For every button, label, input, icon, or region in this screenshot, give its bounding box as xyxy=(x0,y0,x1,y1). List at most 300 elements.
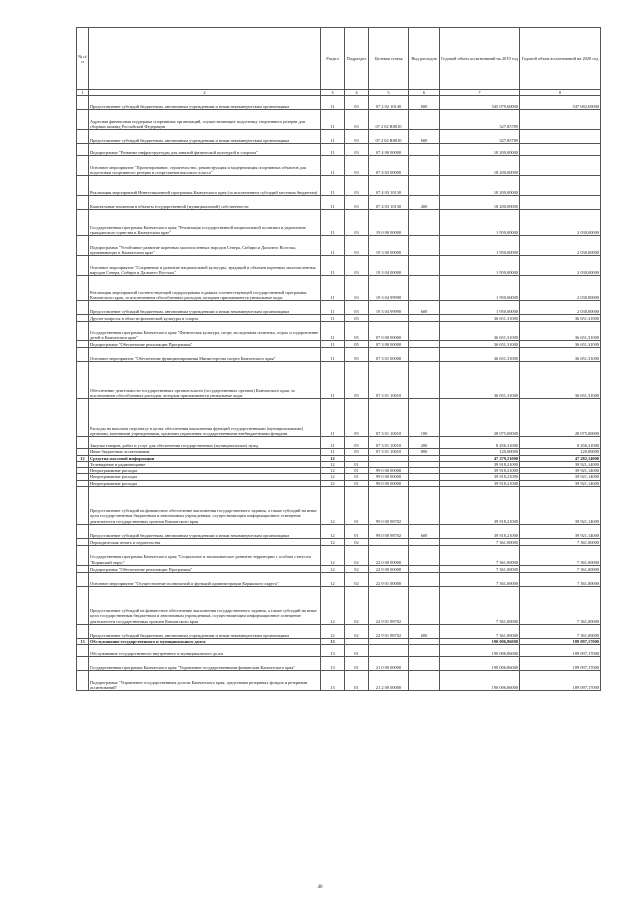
row-amount-2020: 36 651,31000 xyxy=(520,362,601,399)
row-number xyxy=(77,362,89,399)
row-expense-type: 600 xyxy=(409,525,440,539)
row-amount-2020: 28 075,00000 xyxy=(520,399,601,437)
row-target-article: 07 4 03 10130 xyxy=(369,176,409,196)
row-amount-2020 xyxy=(520,176,601,196)
row-amount-2020: 36 651,31000 xyxy=(520,315,601,322)
row-amount-2020: 39 921,14000 xyxy=(520,525,601,539)
column-number: 8 xyxy=(520,90,601,96)
row-number xyxy=(77,196,89,210)
row-amount-2019: 7 361,00000 xyxy=(440,625,520,639)
row-podrazdel: 02 xyxy=(345,539,369,546)
row-name: Основное мероприятие "Проектирование, строительство, реконструкция и модернизация спортивных объектов для подготовки спортивного резерва и спортсменов высокого класса" xyxy=(89,156,321,176)
row-name: Подпрограмма "Обеспечение реализации Программы" xyxy=(89,566,321,573)
table-row xyxy=(77,256,601,276)
row-name: Основное мероприятие "Обеспечение функционирования Министерства спорта Камчатского края" xyxy=(89,348,321,362)
row-podrazdel: 03 xyxy=(345,96,369,110)
row-podrazdel: 01 xyxy=(345,468,369,474)
row-expense-type: 600 xyxy=(409,130,440,144)
row-name: Государственная программа Камчатского края "Реализация государственной национальной политики и укрепление гражданского единства в Камчатском крае" xyxy=(89,210,321,236)
table-row xyxy=(77,657,601,671)
row-amount-2020: 7 361,00000 xyxy=(520,573,601,587)
row-podrazdel: 02 xyxy=(345,573,369,587)
row-expense-type xyxy=(409,657,440,671)
row-amount-2020: 36 651,31000 xyxy=(520,348,601,362)
row-amount-2020: 7 361,00000 xyxy=(520,546,601,566)
row-expense-type xyxy=(409,487,440,525)
row-podrazdel: 03 xyxy=(345,176,369,196)
row-name: Предоставление субсидий бюджетным, автономным учреждениям и иным некоммерческим организациям xyxy=(89,301,321,315)
row-razdel: 12 xyxy=(321,546,345,566)
table-row xyxy=(77,322,601,341)
row-amount-2019: 1 950,00000 xyxy=(440,276,520,301)
row-name: Государственная программа Камчатского края "Физическая культура, спорт, молодежная политика, отдых и оздоровление детей в Камчатском крае" xyxy=(89,322,321,341)
row-expense-type: 400 xyxy=(409,196,440,210)
row-name: Основное мероприятие "Сохранение и развитие национальной культуры, традиций и обычаев коренных малочисленных народов Севера, Сибири и Дальнего Востока" xyxy=(89,256,321,276)
row-amount-2020: 39 921,14000 xyxy=(520,474,601,480)
row-podrazdel: 05 xyxy=(345,362,369,399)
row-expense-type xyxy=(409,362,440,399)
table-row xyxy=(77,236,601,256)
row-name: Обслуживание государственного внутреннего и муниципального долга xyxy=(89,645,321,657)
table-row xyxy=(77,130,601,144)
row-expense-type xyxy=(409,110,440,130)
row-target-article: 07 0 00 00000 xyxy=(369,322,409,341)
table-row xyxy=(77,176,601,196)
row-amount-2020: 2 030,00000 xyxy=(520,301,601,315)
row-amount-2019: 1 950,00000 xyxy=(440,301,520,315)
row-expense-type xyxy=(409,573,440,587)
row-name: Предоставление субсидий бюджетным, автономным учреждениям и иным некоммерческим организациям xyxy=(89,525,321,539)
row-podrazdel: 01 xyxy=(345,474,369,480)
row-podrazdel: 01 xyxy=(345,525,369,539)
row-podrazdel: 01 xyxy=(345,480,369,486)
row-number xyxy=(77,671,89,691)
row-amount-2019: 39 918,21000 xyxy=(440,525,520,539)
row-expense-type xyxy=(409,341,440,348)
row-amount-2020: 7 361,00000 xyxy=(520,566,601,573)
row-number xyxy=(77,539,89,546)
table-row xyxy=(77,573,601,587)
row-amount-2019: 1 950,00000 xyxy=(440,256,520,276)
row-number xyxy=(77,437,89,449)
row-razdel: 11 xyxy=(321,210,345,236)
row-expense-type xyxy=(409,236,440,256)
row-podrazdel: 05 xyxy=(345,315,369,322)
row-razdel: 13 xyxy=(321,639,345,645)
row-amount-2019: 18 200,00000 xyxy=(440,156,520,176)
row-number xyxy=(77,625,89,639)
row-razdel: 11 xyxy=(321,176,345,196)
row-razdel: 12 xyxy=(321,455,345,461)
row-razdel: 13 xyxy=(321,671,345,691)
row-number xyxy=(77,210,89,236)
row-podrazdel: 05 xyxy=(345,348,369,362)
row-amount-2020: 36 651,31000 xyxy=(520,322,601,341)
row-name: Закупка товаров, работ и услуг для обеспечения государственных (муниципальных) нужд xyxy=(89,437,321,449)
row-target-article: 19 3 04 99990 xyxy=(369,276,409,301)
row-target-article: 22 9 01 00000 xyxy=(369,573,409,587)
row-target-article xyxy=(369,315,409,322)
row-name: Подпрограмма "Управление государственным долгом Камчатского края, средствами резервных фондов и резервами ассигнований" xyxy=(89,671,321,691)
row-podrazdel: 03 xyxy=(345,256,369,276)
row-amount-2019: 39 918,21000 xyxy=(440,474,520,480)
row-target-article xyxy=(369,539,409,546)
row-razdel: 12 xyxy=(321,587,345,625)
table-row xyxy=(77,625,601,639)
row-razdel: 12 xyxy=(321,487,345,525)
row-target-article: 21 2 00 00000 xyxy=(369,671,409,691)
row-razdel: 11 xyxy=(321,362,345,399)
table-row xyxy=(77,487,601,525)
table-row xyxy=(77,587,601,625)
row-razdel: 11 xyxy=(321,315,345,322)
row-target-article: 99 0 00 98702 xyxy=(369,487,409,525)
row-target-article: 07 2 02 R0810 xyxy=(369,130,409,144)
row-number xyxy=(77,341,89,348)
row-amount-2020: 39 921,14000 xyxy=(520,480,601,486)
table-row xyxy=(77,645,601,657)
row-podrazdel: 02 xyxy=(345,546,369,566)
row-target-article: 07 4 00 00000 xyxy=(369,144,409,156)
row-name: Реализация мероприятий Инвестиционной программы Камчатского края (за исключением субсидий местным бюджетам) xyxy=(89,176,321,196)
row-podrazdel: 01 xyxy=(345,461,369,467)
row-expense-type: 600 xyxy=(409,625,440,639)
row-name: Предоставление субсидий бюджетным, автономным учреждениям и иным некоммерческим организациям xyxy=(89,130,321,144)
row-amount-2019: 7 361,00000 xyxy=(440,546,520,566)
row-number: 12 xyxy=(77,455,89,461)
row-razdel: 11 xyxy=(321,341,345,348)
table-row xyxy=(77,539,601,546)
row-name: Непрограммные расходы xyxy=(89,474,321,480)
row-amount-2019: 18 200,00000 xyxy=(440,196,520,210)
row-name: Подпрограмма "Обеспечение реализации Программы" xyxy=(89,341,321,348)
row-expense-type: 200 xyxy=(409,437,440,449)
row-target-article: 22 0 00 00000 xyxy=(369,546,409,566)
row-podrazdel: 03 xyxy=(345,196,369,210)
row-name: Телевидение и радиовещание xyxy=(89,461,321,467)
row-target-article xyxy=(369,645,409,657)
row-amount-2020: 36 651,31000 xyxy=(520,341,601,348)
column-number: 2 xyxy=(89,90,321,96)
row-razdel: 12 xyxy=(321,468,345,474)
row-amount-2020 xyxy=(520,196,601,210)
row-podrazdel: 03 xyxy=(345,110,369,130)
row-amount-2020: 7 361,00000 xyxy=(520,539,601,546)
row-amount-2020: 7 361,00000 xyxy=(520,625,601,639)
row-razdel: 12 xyxy=(321,625,345,639)
row-razdel: 11 xyxy=(321,96,345,110)
row-amount-2019: 36 651,31000 xyxy=(440,315,520,322)
row-amount-2019: 39 918,21000 xyxy=(440,480,520,486)
row-number xyxy=(77,301,89,315)
table-row xyxy=(77,276,601,301)
row-number xyxy=(77,156,89,176)
row-razdel: 12 xyxy=(321,474,345,480)
header-name xyxy=(89,28,321,90)
row-razdel: 11 xyxy=(321,144,345,156)
row-expense-type xyxy=(409,645,440,657)
row-razdel: 11 xyxy=(321,276,345,301)
row-amount-2019: 190 006,86000 xyxy=(440,645,520,657)
row-amount-2020: 189 097,17000 xyxy=(520,639,601,645)
row-podrazdel: 02 xyxy=(345,587,369,625)
row-razdel: 12 xyxy=(321,573,345,587)
row-expense-type: 600 xyxy=(409,301,440,315)
table-row xyxy=(77,156,601,176)
row-name: Другие вопросы в области физической культуры и спорта xyxy=(89,315,321,322)
row-expense-type xyxy=(409,256,440,276)
row-target-article: 07 3 00 00000 xyxy=(369,341,409,348)
row-target-article: 07 3 01 00000 xyxy=(369,348,409,362)
row-amount-2019: 7 361,00000 xyxy=(440,539,520,546)
table-row xyxy=(77,362,601,399)
table-row xyxy=(77,341,601,348)
row-amount-2020: 47 282,14000 xyxy=(520,455,601,461)
row-name: Государственная программа Камчатского края "Управление государственными финансами Камчатского края" xyxy=(89,657,321,671)
row-name: Адресная финансовая поддержка спортивных организаций, осуществляющих подготовку спортивного резерва для сборных команд Российской Федерации xyxy=(89,110,321,130)
row-amount-2019: 36 651,31000 xyxy=(440,341,520,348)
table-row xyxy=(77,546,601,566)
column-number: 7 xyxy=(440,90,520,96)
table-row xyxy=(77,525,601,539)
row-expense-type xyxy=(409,671,440,691)
row-amount-2019: 1 950,00000 xyxy=(440,236,520,256)
header-target-article: Целевая статья xyxy=(369,28,409,90)
row-amount-2020 xyxy=(520,110,601,130)
row-amount-2019: 190 006,86000 xyxy=(440,671,520,691)
row-target-article: 22 9 01 98702 xyxy=(369,587,409,625)
row-target-article: 21 0 00 00000 xyxy=(369,657,409,671)
row-amount-2019: 120,00000 xyxy=(440,449,520,455)
row-razdel: 11 xyxy=(321,449,345,455)
row-podrazdel: 02 xyxy=(345,625,369,639)
row-amount-2019: 190 006,86000 xyxy=(440,639,520,645)
row-podrazdel: 02 xyxy=(345,566,369,573)
table-row xyxy=(77,315,601,322)
table-row xyxy=(77,196,601,210)
row-razdel: 11 xyxy=(321,110,345,130)
row-amount-2019: 7 361,00000 xyxy=(440,573,520,587)
row-amount-2019: 39 918,21000 xyxy=(440,461,520,467)
row-razdel: 11 xyxy=(321,322,345,341)
row-amount-2020: 2 030,00000 xyxy=(520,210,601,236)
row-amount-2019: 18 200,00000 xyxy=(440,144,520,156)
row-amount-2019: 36 651,31000 xyxy=(440,348,520,362)
row-name: Обслуживание государственного и муниципального долга xyxy=(89,639,321,645)
row-razdel: 11 xyxy=(321,130,345,144)
row-target-article: 22 9 00 00000 xyxy=(369,566,409,573)
row-podrazdel: 05 xyxy=(345,437,369,449)
row-amount-2020 xyxy=(520,130,601,144)
table-row xyxy=(77,348,601,362)
row-amount-2019: 39 918,21000 xyxy=(440,487,520,525)
row-expense-type xyxy=(409,322,440,341)
header-expense-type: Вид расходов xyxy=(409,28,440,90)
row-podrazdel: 01 xyxy=(345,645,369,657)
row-name: Государственная программа Камчатского края "Социальное и экономическое развитие территории с особым статусом "Корякский округ" xyxy=(89,546,321,566)
row-podrazdel: 01 xyxy=(345,487,369,525)
row-target-article: 99 0 00 00000 xyxy=(369,468,409,474)
row-podrazdel: 03 xyxy=(345,156,369,176)
row-podrazdel: 03 xyxy=(345,276,369,301)
row-number xyxy=(77,276,89,301)
row-amount-2019: 18 200,00000 xyxy=(440,176,520,196)
row-podrazdel: 05 xyxy=(345,449,369,455)
row-expense-type xyxy=(409,348,440,362)
row-expense-type xyxy=(409,210,440,236)
row-target-article: 19 3 00 00000 xyxy=(369,236,409,256)
row-number xyxy=(77,348,89,362)
row-number xyxy=(77,315,89,322)
table-header-row xyxy=(77,28,601,90)
row-name: Расходы на выплаты персоналу в целях обеспечения выполнения функций государственными (муниципальными) органами, казенными учреждениями, органами управления государственными внебюджетными фондами xyxy=(89,399,321,437)
row-number xyxy=(77,587,89,625)
row-amount-2019: 7 361,00000 xyxy=(440,587,520,625)
row-amount-2019: 28 075,00000 xyxy=(440,399,520,437)
row-podrazdel: 05 xyxy=(345,322,369,341)
row-name: Подпрограмма "Развитие инфраструктуры для занятий физической культурой и спортом" xyxy=(89,144,321,156)
row-target-article: 07 3 01 10010 xyxy=(369,362,409,399)
row-target-article: 99 0 00 00000 xyxy=(369,480,409,486)
row-number xyxy=(77,645,89,657)
row-name: Реализация мероприятий соответствующей подпрограммы в рамках соответствующей государственной программы Камчатского края, за исключением обособленных расходов, которым присваиваются уникальные коды xyxy=(89,276,321,301)
row-amount-2020: 39 921,14000 xyxy=(520,461,601,467)
row-razdel: 11 xyxy=(321,399,345,437)
row-target-article: 22 9 01 98702 xyxy=(369,625,409,639)
row-expense-type xyxy=(409,176,440,196)
row-amount-2020: 120,00000 xyxy=(520,449,601,455)
row-number xyxy=(77,487,89,525)
row-expense-type xyxy=(409,144,440,156)
row-amount-2020: 189 097,17000 xyxy=(520,657,601,671)
row-number xyxy=(77,573,89,587)
row-amount-2019: 7 361,00000 xyxy=(440,566,520,573)
row-expense-type xyxy=(409,315,440,322)
row-expense-type xyxy=(409,276,440,301)
row-number xyxy=(77,256,89,276)
budget-table xyxy=(76,27,601,691)
row-amount-2019: 1 950,00000 xyxy=(440,210,520,236)
row-target-article: 07 4 03 00000 xyxy=(369,156,409,176)
row-amount-2020: 39 921,14000 xyxy=(520,468,601,474)
table-row xyxy=(77,144,601,156)
row-expense-type xyxy=(409,546,440,566)
row-expense-type: 100 xyxy=(409,399,440,437)
row-razdel: 12 xyxy=(321,539,345,546)
row-podrazdel: 01 xyxy=(345,657,369,671)
page-number: 40 xyxy=(317,885,323,890)
row-expense-type: 600 xyxy=(409,96,440,110)
row-amount-2019: 47 279,21000 xyxy=(440,455,520,461)
column-number: 6 xyxy=(409,90,440,96)
row-razdel: 11 xyxy=(321,156,345,176)
row-podrazdel: 03 xyxy=(345,144,369,156)
table-row xyxy=(77,210,601,236)
row-amount-2020: 2 030,00000 xyxy=(520,236,601,256)
row-amount-2020: 39 921,14000 xyxy=(520,487,601,525)
row-number xyxy=(77,144,89,156)
table-body xyxy=(77,96,601,691)
row-expense-type xyxy=(409,539,440,546)
table-row xyxy=(77,671,601,691)
row-podrazdel: 03 xyxy=(345,301,369,315)
header-razdel: Раздел xyxy=(321,28,345,90)
row-number xyxy=(77,322,89,341)
row-amount-2020: 8 456,31000 xyxy=(520,437,601,449)
row-amount-2020: 2 030,00000 xyxy=(520,276,601,301)
row-podrazdel: 03 xyxy=(345,130,369,144)
row-name: Предоставление субсидий бюджетным, автономным учреждениям и иным некоммерческим организациям xyxy=(89,625,321,639)
row-expense-type xyxy=(409,566,440,573)
row-amount-2019: 39 918,21000 xyxy=(440,468,520,474)
row-name: Непрограммные расходы xyxy=(89,468,321,474)
row-name: Предоставление субсидий на финансовое обеспечение выполнения государственного задания, а также субсидий на иные цели государственным бюджетным и автономным учреждениям, осуществляющим информационное освещение деятельности государственных органов Камчатского края xyxy=(89,587,321,625)
row-amount-2020 xyxy=(520,144,601,156)
row-amount-2020 xyxy=(520,156,601,176)
row-number xyxy=(77,176,89,196)
row-target-article: 07 3 01 10010 xyxy=(369,449,409,455)
header-podrazdel: Подраздел xyxy=(345,28,369,90)
row-amount-2019: 190 006,86000 xyxy=(440,657,520,671)
row-target-article: 99 0 00 00000 xyxy=(369,474,409,480)
row-name: Предоставление субсидий бюджетным, автономным учреждениям и иным некоммерческим организациям xyxy=(89,96,321,110)
row-number xyxy=(77,96,89,110)
row-target-article: 19 0 00 00000 xyxy=(369,210,409,236)
row-target-article: 07 2 02 R0810 xyxy=(369,110,409,130)
row-razdel: 12 xyxy=(321,566,345,573)
row-expense-type: 800 xyxy=(409,449,440,455)
row-amount-2020: 189 097,17000 xyxy=(520,671,601,691)
row-expense-type xyxy=(409,587,440,625)
row-razdel: 13 xyxy=(321,657,345,671)
row-name: Иные бюджетные ассигнования xyxy=(89,449,321,455)
row-name: Подпрограмма "Устойчивое развитие коренных малочисленных народов Севера, Сибири и Дальнего Востока, проживающих в Камчатском крае" xyxy=(89,236,321,256)
column-number: 1 xyxy=(77,90,89,96)
column-number: 5 xyxy=(369,90,409,96)
table-row xyxy=(77,399,601,437)
row-amount-2019: 8 456,31000 xyxy=(440,437,520,449)
row-expense-type xyxy=(409,156,440,176)
table-row xyxy=(77,301,601,315)
row-number xyxy=(77,546,89,566)
row-name: Непрограммные расходы xyxy=(89,480,321,486)
row-name: Предоставление субсидий на финансовое обеспечение выполнения государственного задания, а также субсидий на иные цели государственным бюджетным и автономным учреждениям, осуществляющим информационное освещение деятельности государственных органов Камчатского края xyxy=(89,487,321,525)
row-target-article: 99 0 00 98702 xyxy=(369,525,409,539)
header-amount-2019: Годовой объем ассигнований на 2019 год xyxy=(440,28,520,90)
row-amount-2020: 547 082,69000 xyxy=(520,96,601,110)
row-podrazdel: 01 xyxy=(345,671,369,691)
row-name: Обеспечение деятельности государственных органов власти (государственных органов) Камчатского края, за исключением обособленных расходов, которым присваиваются уникальные коды xyxy=(89,362,321,399)
column-number: 3 xyxy=(321,90,345,96)
row-number xyxy=(77,399,89,437)
row-number xyxy=(77,566,89,573)
row-target-article: 07 2 02 10140 xyxy=(369,96,409,110)
row-razdel: 11 xyxy=(321,236,345,256)
row-razdel: 11 xyxy=(321,256,345,276)
table-row xyxy=(77,96,601,110)
row-podrazdel: 05 xyxy=(345,341,369,348)
row-razdel: 11 xyxy=(321,196,345,210)
row-amount-2020: 7 361,00000 xyxy=(520,587,601,625)
row-podrazdel: 05 xyxy=(345,399,369,437)
row-amount-2019: 36 651,31000 xyxy=(440,362,520,399)
row-razdel: 11 xyxy=(321,348,345,362)
table-row xyxy=(77,566,601,573)
header-num: № п/п xyxy=(77,28,89,90)
row-amount-2019: 36 651,31000 xyxy=(440,322,520,341)
row-razdel: 11 xyxy=(321,437,345,449)
row-target-article: 07 3 01 10010 xyxy=(369,399,409,437)
